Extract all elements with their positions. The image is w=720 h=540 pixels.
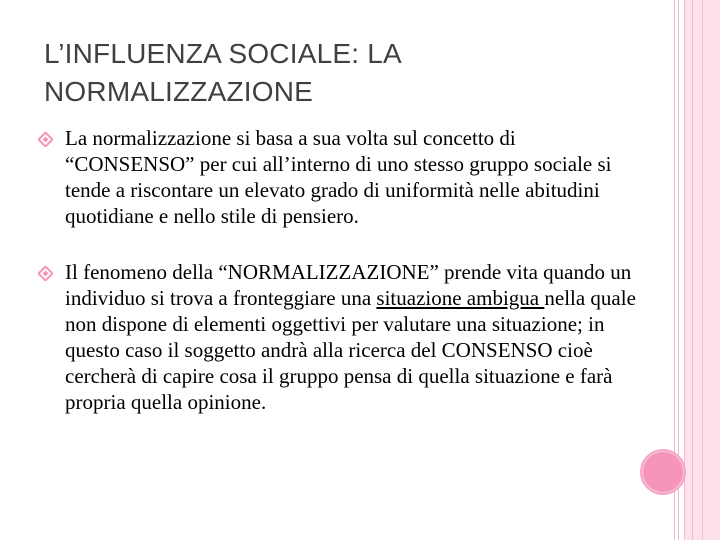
list-item-text: La normalizzazione si basa a sua volta sul concetto di “CONSENSO” per cui all’interno di uno stesso gruppo sociale si tende a riscontare un elevato grado di uniformità nelle abitudini quotidiane e nello stile di pensiero.	[65, 126, 612, 228]
title-line-2: NORMALIZZAZIONE	[44, 76, 314, 107]
underlined-text: situazione ambigua	[376, 286, 545, 310]
list-item-text	[65, 259, 638, 415]
decorative-circle-inner	[642, 451, 684, 493]
text-segment: nella quale non dispone di elementi oggettivi per valutare una situazione; in questo caso il soggetto andrà alla ricerca del CONSENSO cioè cercherà di capire cosa il gruppo pensa di quella situazione e farà propria quella opinione.	[65, 286, 636, 414]
list-item	[38, 259, 638, 415]
decorative-stripe	[684, 0, 685, 540]
diamond-bullet-icon	[38, 132, 53, 147]
slide-title	[44, 35, 604, 111]
diamond-bullet-icon	[38, 266, 53, 281]
decorative-stripe	[702, 0, 703, 540]
list-item	[38, 125, 638, 229]
decorative-stripe	[692, 0, 693, 540]
bullet-list	[38, 125, 638, 445]
decorative-circle	[640, 449, 686, 495]
text-segment: Il fenomeno della “NORMALIZZAZIONE” prende vita quando un individuo si trova a fronteggiare una	[65, 260, 632, 310]
title-line-1: L’INFLUENZA SOCIALE: LA	[44, 38, 402, 69]
